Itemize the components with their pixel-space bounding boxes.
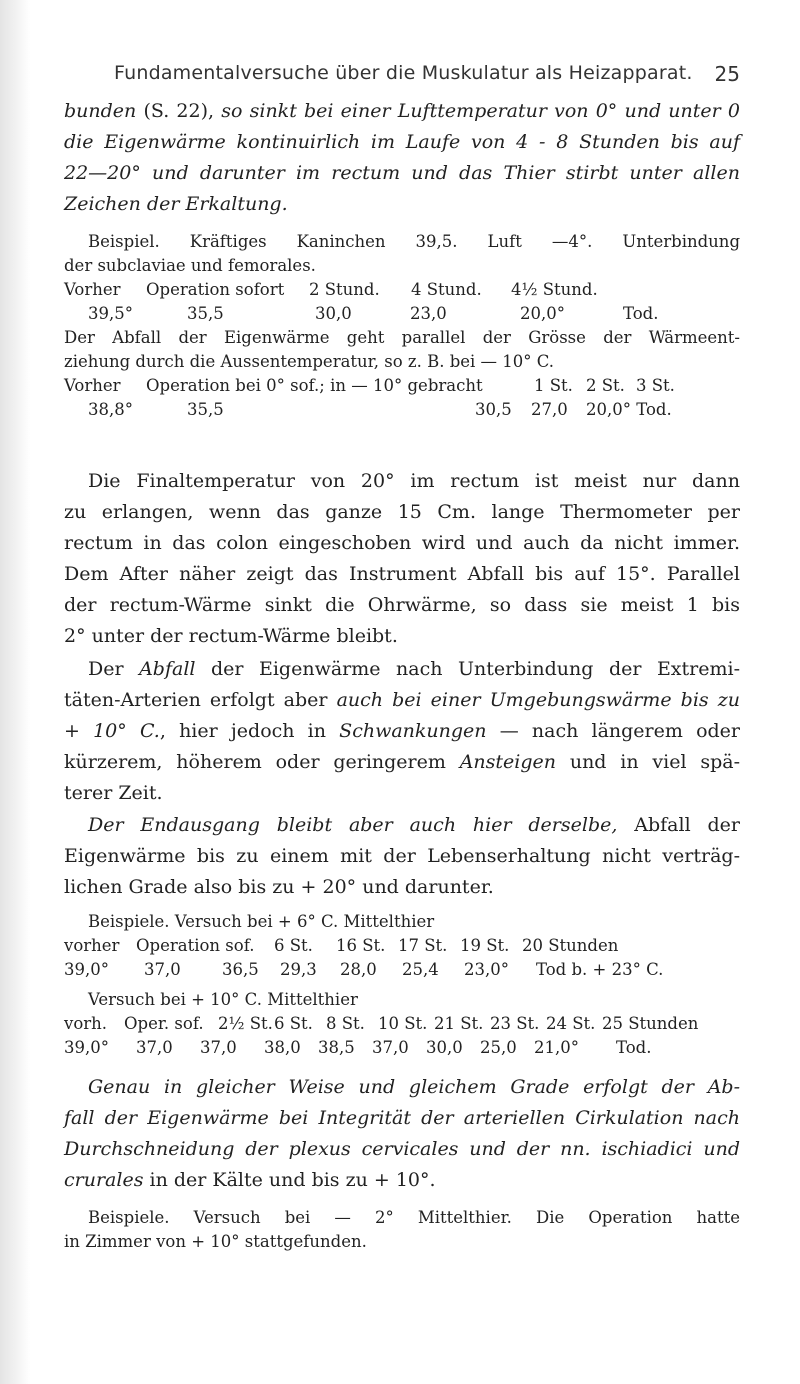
header-title: Fundamentalversuche über die Muskulatur als Heizapparat. [114,62,693,84]
example-rabbit: Beispiel. Kräftiges Kaninchen 39,5. Luft —4°. Unterbindung der subclaviae und femorales. Vorher Operation sofort 2 Stund. 4 Stund. 4½ Stund. 39,5° 35,5 30,0 23,0 20,0° Tod. Der Abfall der Eigenwärme geht parallel der Grösse der Wärmeent- ziehung durch die Aussentemperatur, so z. B. bei — 10° C. Vorher Operation bei 0° sof.; in — 10° gebracht 1 St. 2 St. 3 St. 38,8° 35,5 30,5 27,0 20,0° Tod. [64,230,740,422]
table-row-header: vorher Operation sof. 6 St. 16 St. 17 St. 19 St. 20 Stunden [64,936,619,955]
paragraph-genau: Genau in gleicher Weise und gleichem Grade erfolgt der Ab- fall der Eigenwärme bei Integrität der arteriellen Cirkulation nach Durchschneidung der plexus cervicales und der nn. ischiadici und crurales in der Kälte und bis zu + 10°. [64,1076,740,1191]
page-binding-shadow [0,0,30,1384]
paragraph-final-temperature: Die Finaltemperatur von 20° im rectum ist meist nur dann zu erlangen, wenn das ganze 15 Cm. lange Thermometer per rectum in das colon eingeschoben wird und auch da nicht immer. Dem After näher zeigt das Instrument Abfall bis auf 15°. Parallel der rectum-Wärme sinkt die Ohrwärme, so dass sie meist 1 bis 2° unter der rectum-Wärme bleibt. [64,470,740,647]
table-row-values: 38,8° 35,5 30,5 27,0 20,0° Tod. [88,400,672,419]
table-row-values: 39,0° 37,0 36,5 29,3 28,0 25,4 23,0° Tod b. + 23° C. [64,960,664,979]
paragraph-endausgang: Der Endausgang bleibt aber auch hier derselbe, Abfall der Eigenwärme bis zu einem mit der Lebenserhaltung nicht verträg- lichen Grade also bis zu + 20° und darunter. [64,814,740,898]
example-minus-two: Beispiele. Versuch bei — 2° Mittelthier. Die Operation hatte in Zimmer von + 10° stattgefunden. [64,1208,740,1251]
table-row-values: 39,5° 35,5 30,0 23,0 20,0° Tod. [88,304,659,323]
running-header [64,62,740,92]
paragraph-continuation: bunden (S. 22), so sinkt bei einer Lufttemperatur von 0° und unter 0 die Eigenwärme kontinuirlich im Laufe von 4 - 8 Stunden bis auf 22—20° und darunter im rectum und das Thier stirbt unter allen Zeichen der Erkaltung. [64,100,740,215]
table-row-header: Vorher Operation bei 0° sof.; in — 10° gebracht 1 St. 2 St. 3 St. [64,376,675,395]
paragraph-abfall: Der Abfall der Eigenwärme nach Unterbindung der Extremi- täten-Arterien erfolgt aber auch bei einer Umgebungswärme bis zu + 10° C., hier jedoch in Schwankungen — nach längerem oder kürzerem, höherem oder geringerem Ansteigen und in viel spä- terer Zeit. [64,658,741,804]
examples-middle-animal: Beispiele. Versuch bei + 6° C. Mittelthier vorher Operation sof. 6 St. 16 St. 17 St. 19 St. 20 Stunden 39,0° 37,0 36,5 29,3 28,0 25,4 23,0° Tod b. + 23° C. Versuch bei + 10° C. Mittelthier vorh. Oper. sof. 2½ St. 6 St. 8 St. 10 St. 21 St. 23 St. 24 St. 25 Stunden 39,0° 37,0 37,0 38,0 38,5 37,0 30,0 25,0 21,0° Tod. [64,910,740,1060]
page-number: 25 [714,62,740,86]
table-row-values: 39,0° 37,0 37,0 38,0 38,5 37,0 30,0 25,0 21,0° Tod. [64,1038,652,1057]
table-row-header: Vorher Operation sofort 2 Stund. 4 Stund. 4½ Stund. [64,280,598,299]
table-row-header: vorh. Oper. sof. 2½ St. 6 St. 8 St. 10 St. 21 St. 23 St. 24 St. 25 Stunden [64,1014,699,1033]
